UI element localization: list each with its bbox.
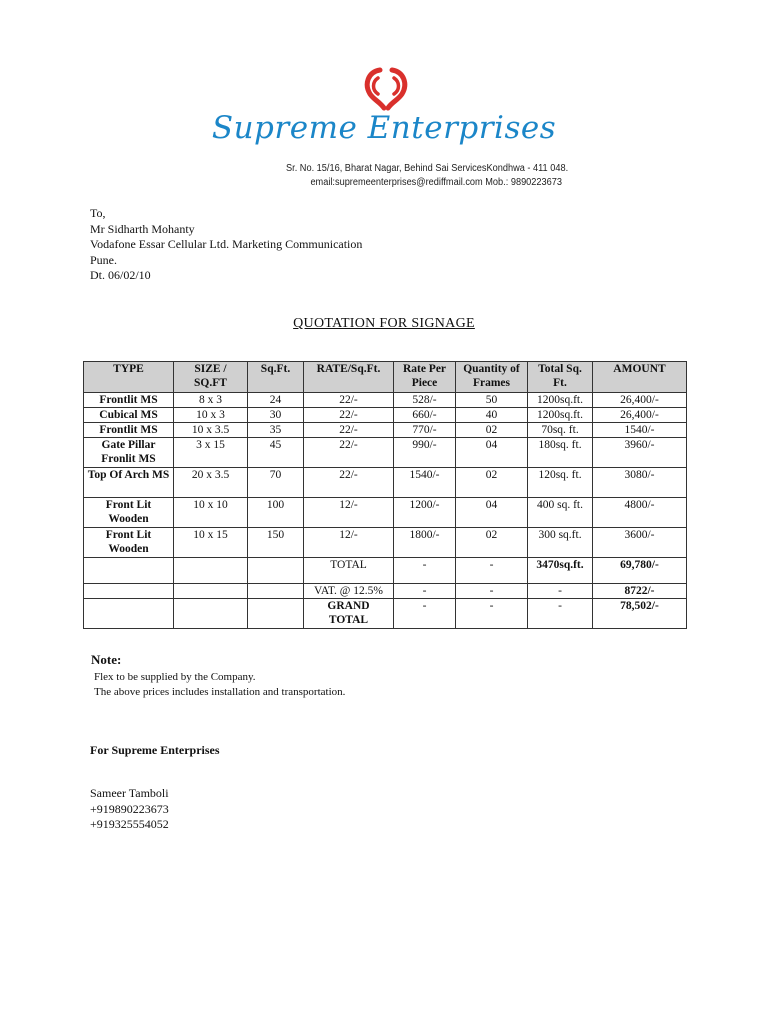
cell-size: 10 x 10 — [174, 498, 248, 528]
table-header-row — [84, 362, 687, 393]
vat-quantity: - — [456, 584, 528, 599]
table-row — [84, 468, 687, 498]
cell-rate-sqft: 12/- — [304, 498, 394, 528]
total-label: TOTAL — [304, 558, 394, 584]
cell-rate-piece: 1800/- — [394, 528, 456, 558]
header-size: SIZE / SQ.FT — [174, 362, 248, 393]
cell-amount: 3960/- — [593, 438, 687, 468]
cell-sqft: 24 — [248, 393, 304, 408]
cell-size: 3 x 15 — [174, 438, 248, 468]
cell-total-sqft: 1200sq.ft. — [528, 393, 593, 408]
cell-amount: 3600/- — [593, 528, 687, 558]
cell-amount: 4800/- — [593, 498, 687, 528]
cell-rate-sqft: 22/- — [304, 408, 394, 423]
empty-cell — [84, 558, 174, 584]
vat-row — [84, 584, 687, 599]
vat-amount: 8722/- — [593, 584, 687, 599]
quotation-table — [83, 361, 687, 629]
note-line: The above prices includes installation and transportation. — [94, 686, 346, 698]
cell-rate-piece: 528/- — [394, 393, 456, 408]
table-row — [84, 393, 687, 408]
header-total-sqft: Total Sq. Ft. — [528, 362, 593, 393]
total-amount: 69,780/- — [593, 558, 687, 584]
cell-size: 8 x 3 — [174, 393, 248, 408]
signatory-name: Sameer Tamboli — [90, 786, 169, 800]
cell-rate-sqft: 22/- — [304, 438, 394, 468]
cell-rate-sqft: 12/- — [304, 528, 394, 558]
cell-quantity: 02 — [456, 468, 528, 498]
table-row — [84, 438, 687, 468]
cell-quantity: 04 — [456, 498, 528, 528]
company-address — [286, 162, 569, 190]
cell-size: 10 x 3 — [174, 408, 248, 423]
address-line: Sr. No. 15/16, Bharat Nagar, Behind Sai ServicesKondhwa - 411 048. — [286, 163, 569, 174]
signatory-block — [90, 786, 169, 833]
signatory-phone-1: +919890223673 — [90, 801, 169, 816]
document-title: QUOTATION FOR SIGNAGE — [293, 316, 475, 331]
cell-quantity: 40 — [456, 408, 528, 423]
cell-total-sqft: 1200sq.ft. — [528, 408, 593, 423]
cell-total-sqft: 300 sq.ft. — [528, 528, 593, 558]
cell-rate-piece: 660/- — [394, 408, 456, 423]
cell-sqft: 70 — [248, 468, 304, 498]
empty-cell — [248, 584, 304, 599]
note-line: Flex to be supplied by the Company. — [94, 671, 256, 683]
cell-total-sqft: 120sq. ft. — [528, 468, 593, 498]
grand-total-quantity: - — [456, 599, 528, 629]
recipient-city: Pune. — [90, 252, 117, 267]
cell-total-sqft: 180sq. ft. — [528, 438, 593, 468]
empty-cell — [84, 584, 174, 599]
header-amount: AMOUNT — [593, 362, 687, 393]
header-sqft: Sq.Ft. — [248, 362, 304, 393]
empty-cell — [84, 599, 174, 629]
table-row — [84, 423, 687, 438]
header-type: TYPE — [84, 362, 174, 393]
cell-rate-piece: 1200/- — [394, 498, 456, 528]
cell-type: Front Lit Wooden — [84, 498, 174, 528]
cell-size: 20 x 3.5 — [174, 468, 248, 498]
note-lines — [94, 670, 345, 700]
note-title: Note: — [91, 652, 122, 667]
cell-type: Top Of Arch MS — [84, 468, 174, 498]
cell-quantity: 04 — [456, 438, 528, 468]
cell-size: 10 x 3.5 — [174, 423, 248, 438]
header-rate-piece: Rate Per Piece — [394, 362, 456, 393]
empty-cell — [248, 599, 304, 629]
grand-total-row — [84, 599, 687, 629]
cell-sqft: 35 — [248, 423, 304, 438]
recipient-block — [90, 206, 362, 284]
recipient-company: Vodafone Essar Cellular Ltd. Marketing Communication — [90, 237, 363, 251]
cell-amount: 1540/- — [593, 423, 687, 438]
cell-rate-sqft: 22/- — [304, 393, 394, 408]
cell-amount: 26,400/- — [593, 408, 687, 423]
empty-cell — [174, 599, 248, 629]
cell-size: 10 x 15 — [174, 528, 248, 558]
contact-line: email:supremeenterprises@rediffmail.com Mob.: 9890223673 — [310, 177, 562, 188]
company-name: Supreme Enterprises — [211, 110, 557, 146]
table-row — [84, 498, 687, 528]
cell-sqft: 45 — [248, 438, 304, 468]
cell-sqft: 150 — [248, 528, 304, 558]
cell-rate-sqft: 22/- — [304, 423, 394, 438]
cell-rate-piece: 990/- — [394, 438, 456, 468]
cell-sqft: 100 — [248, 498, 304, 528]
cell-type: Gate Pillar Fronlit MS — [84, 438, 174, 468]
document-date: Dt. 06/02/10 — [90, 268, 151, 282]
vat-total-sqft: - — [528, 584, 593, 599]
total-quantity: - — [456, 558, 528, 584]
cell-sqft: 30 — [248, 408, 304, 423]
cell-quantity: 50 — [456, 393, 528, 408]
cell-quantity: 02 — [456, 423, 528, 438]
vat-rate-piece: - — [394, 584, 456, 599]
cell-amount: 26,400/- — [593, 393, 687, 408]
cell-total-sqft: 70sq. ft. — [528, 423, 593, 438]
grand-total-sqft: - — [528, 599, 593, 629]
header-rate-sqft: RATE/Sq.Ft. — [304, 362, 394, 393]
grand-total-label: GRAND TOTAL — [304, 599, 394, 629]
cell-amount: 3080/- — [593, 468, 687, 498]
empty-cell — [174, 558, 248, 584]
total-sqft: 3470sq.ft. — [528, 558, 593, 584]
empty-cell — [248, 558, 304, 584]
recipient-to: To, — [90, 206, 106, 220]
cell-type: Frontlit MS — [84, 393, 174, 408]
empty-cell — [174, 584, 248, 599]
cell-rate-sqft: 22/- — [304, 468, 394, 498]
grand-total-amount: 78,502/- — [593, 599, 687, 629]
table-row — [84, 408, 687, 423]
cell-type: Front Lit Wooden — [84, 528, 174, 558]
cell-rate-piece: 1540/- — [394, 468, 456, 498]
recipient-name: Mr Sidharth Mohanty — [90, 221, 195, 236]
header-quantity: Quantity of Frames — [456, 362, 528, 393]
cell-quantity: 02 — [456, 528, 528, 558]
cell-type: Frontlit MS — [84, 423, 174, 438]
grand-total-rate-piece: - — [394, 599, 456, 629]
cell-rate-piece: 770/- — [394, 423, 456, 438]
vat-label: VAT. @ 12.5% — [304, 584, 394, 599]
company-logo-icon — [358, 66, 414, 112]
table-row — [84, 528, 687, 558]
cell-total-sqft: 400 sq. ft. — [528, 498, 593, 528]
signoff-company: For Supreme Enterprises — [90, 743, 220, 757]
total-rate-piece: - — [394, 558, 456, 584]
signatory-phone-2: +919325554052 — [90, 817, 169, 831]
total-row — [84, 558, 687, 584]
cell-type: Cubical MS — [84, 408, 174, 423]
